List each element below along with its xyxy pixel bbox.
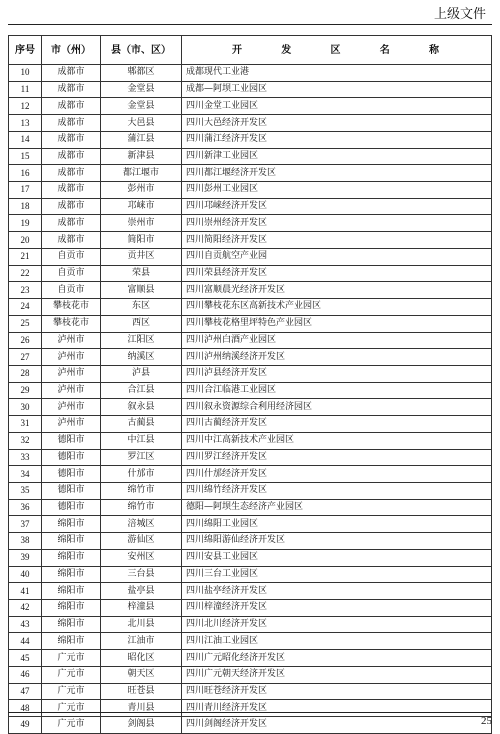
cell-zone-name: 四川青川经济开发区 bbox=[182, 700, 492, 717]
cell-no: 22 bbox=[9, 265, 42, 282]
cell-city: 泸州市 bbox=[42, 416, 101, 433]
header-name-char: 区 bbox=[330, 44, 341, 56]
table-row bbox=[9, 482, 492, 499]
cell-no: 35 bbox=[9, 482, 42, 499]
cell-no: 37 bbox=[9, 516, 42, 533]
cell-county: 中江县 bbox=[101, 432, 182, 449]
cell-city: 德阳市 bbox=[42, 466, 101, 483]
cell-county: 梓潼县 bbox=[101, 600, 182, 617]
cell-no: 32 bbox=[9, 432, 42, 449]
cell-county: 绵竹市 bbox=[101, 499, 182, 516]
cell-zone-name: 四川攀枝花东区高新技术产业园区 bbox=[182, 299, 492, 316]
cell-city: 绵阳市 bbox=[42, 583, 101, 600]
cell-zone-name: 成都现代工业港 bbox=[182, 65, 492, 82]
cell-zone-name: 四川罗江经济开发区 bbox=[182, 449, 492, 466]
cell-county: 金堂县 bbox=[101, 98, 182, 115]
cell-no: 29 bbox=[9, 382, 42, 399]
cell-city: 成都市 bbox=[42, 148, 101, 165]
cell-county: 都江堰市 bbox=[101, 165, 182, 182]
cell-no: 14 bbox=[9, 131, 42, 148]
cell-county: 三台县 bbox=[101, 566, 182, 583]
cell-city: 绵阳市 bbox=[42, 549, 101, 566]
cell-county: 古蔺县 bbox=[101, 416, 182, 433]
cell-no: 44 bbox=[9, 633, 42, 650]
cell-no: 48 bbox=[9, 700, 42, 717]
cell-no: 34 bbox=[9, 466, 42, 483]
dev-zone-table bbox=[8, 35, 492, 734]
cell-zone-name: 四川自贡航空产业园 bbox=[182, 248, 492, 265]
table-row bbox=[9, 282, 492, 299]
cell-county: 合江县 bbox=[101, 382, 182, 399]
table-row bbox=[9, 198, 492, 215]
cell-zone-name: 四川合江临港工业园区 bbox=[182, 382, 492, 399]
table-row bbox=[9, 566, 492, 583]
cell-city: 德阳市 bbox=[42, 499, 101, 516]
cell-no: 19 bbox=[9, 215, 42, 232]
cell-no: 17 bbox=[9, 182, 42, 199]
cell-no: 26 bbox=[9, 332, 42, 349]
cell-county: 西区 bbox=[101, 315, 182, 332]
cell-zone-name: 四川富顺晨光经济开发区 bbox=[182, 282, 492, 299]
cell-zone-name: 四川剑阁经济开发区 bbox=[182, 717, 492, 734]
table-row bbox=[9, 683, 492, 700]
table-row bbox=[9, 416, 492, 433]
cell-city: 自贡市 bbox=[42, 265, 101, 282]
cell-county: 旺苍县 bbox=[101, 683, 182, 700]
cell-zone-name: 四川泸州白酒产业园区 bbox=[182, 332, 492, 349]
cell-zone-name: 四川绵竹经济开发区 bbox=[182, 482, 492, 499]
table-row bbox=[9, 148, 492, 165]
table-row bbox=[9, 666, 492, 683]
cell-city: 绵阳市 bbox=[42, 600, 101, 617]
cell-city: 成都市 bbox=[42, 65, 101, 82]
cell-city: 绵阳市 bbox=[42, 566, 101, 583]
cell-county: 什邡市 bbox=[101, 466, 182, 483]
cell-city: 成都市 bbox=[42, 115, 101, 132]
table-row bbox=[9, 365, 492, 382]
cell-no: 49 bbox=[9, 717, 42, 734]
cell-city: 广元市 bbox=[42, 700, 101, 717]
cell-county: 大邑县 bbox=[101, 115, 182, 132]
cell-county: 泸县 bbox=[101, 365, 182, 382]
cell-city: 攀枝花市 bbox=[42, 299, 101, 316]
table-row bbox=[9, 432, 492, 449]
cell-no: 25 bbox=[9, 315, 42, 332]
cell-city: 泸州市 bbox=[42, 332, 101, 349]
table-row bbox=[9, 516, 492, 533]
footer-divider bbox=[8, 712, 492, 713]
cell-no: 42 bbox=[9, 600, 42, 617]
cell-no: 41 bbox=[9, 583, 42, 600]
table-row bbox=[9, 533, 492, 550]
cell-city: 广元市 bbox=[42, 717, 101, 734]
cell-zone-name: 四川大邑经济开发区 bbox=[182, 115, 492, 132]
header-name bbox=[182, 36, 492, 65]
header-title: 上级文件 bbox=[433, 7, 486, 22]
cell-zone-name: 四川古蔺经济开发区 bbox=[182, 416, 492, 433]
cell-zone-name: 四川什邡经济开发区 bbox=[182, 466, 492, 483]
table-row bbox=[9, 248, 492, 265]
cell-city: 绵阳市 bbox=[42, 633, 101, 650]
cell-no: 16 bbox=[9, 165, 42, 182]
cell-zone-name: 四川新津工业园区 bbox=[182, 148, 492, 165]
cell-no: 20 bbox=[9, 232, 42, 249]
cell-no: 43 bbox=[9, 616, 42, 633]
table-row bbox=[9, 466, 492, 483]
cell-zone-name: 四川泸州纳溪经济开发区 bbox=[182, 349, 492, 366]
cell-no: 31 bbox=[9, 416, 42, 433]
cell-zone-name: 四川绵阳游仙经济开发区 bbox=[182, 533, 492, 550]
table-row bbox=[9, 215, 492, 232]
cell-zone-name: 四川荣县经济开发区 bbox=[182, 265, 492, 282]
table-row bbox=[9, 583, 492, 600]
table-row bbox=[9, 165, 492, 182]
cell-zone-name: 四川泸县经济开发区 bbox=[182, 365, 492, 382]
cell-county: 荣县 bbox=[101, 265, 182, 282]
table-body bbox=[9, 65, 492, 734]
header-county: 县（市、区） bbox=[101, 36, 182, 65]
cell-zone-name: 四川中江高新技术产业园区 bbox=[182, 432, 492, 449]
cell-no: 21 bbox=[9, 248, 42, 265]
cell-zone-name: 四川彭州工业园区 bbox=[182, 182, 492, 199]
cell-no: 13 bbox=[9, 115, 42, 132]
cell-no: 36 bbox=[9, 499, 42, 516]
table-header-row bbox=[9, 36, 492, 65]
cell-county: 罗江区 bbox=[101, 449, 182, 466]
cell-zone-name: 四川北川经济开发区 bbox=[182, 616, 492, 633]
cell-no: 18 bbox=[9, 198, 42, 215]
header-name-spread bbox=[182, 43, 491, 58]
cell-city: 成都市 bbox=[42, 198, 101, 215]
cell-zone-name: 四川金堂工业园区 bbox=[182, 98, 492, 115]
cell-county: 彭州市 bbox=[101, 182, 182, 199]
cell-city: 泸州市 bbox=[42, 399, 101, 416]
table-row bbox=[9, 616, 492, 633]
cell-no: 23 bbox=[9, 282, 42, 299]
table-row bbox=[9, 265, 492, 282]
cell-zone-name: 德阳—阿坝生态经济产业园区 bbox=[182, 499, 492, 516]
cell-county: 叙永县 bbox=[101, 399, 182, 416]
header-divider bbox=[8, 24, 492, 25]
cell-county: 郫都区 bbox=[101, 65, 182, 82]
cell-city: 成都市 bbox=[42, 81, 101, 98]
cell-county: 昭化区 bbox=[101, 650, 182, 667]
cell-no: 10 bbox=[9, 65, 42, 82]
cell-no: 40 bbox=[9, 566, 42, 583]
cell-county: 北川县 bbox=[101, 616, 182, 633]
cell-zone-name: 四川攀枝花格里坪特色产业园区 bbox=[182, 315, 492, 332]
cell-county: 贡井区 bbox=[101, 248, 182, 265]
cell-county: 绵竹市 bbox=[101, 482, 182, 499]
table-row bbox=[9, 81, 492, 98]
table-row bbox=[9, 299, 492, 316]
cell-no: 27 bbox=[9, 349, 42, 366]
cell-zone-name: 四川都江堰经济开发区 bbox=[182, 165, 492, 182]
cell-city: 成都市 bbox=[42, 165, 101, 182]
table-row bbox=[9, 98, 492, 115]
cell-city: 自贡市 bbox=[42, 282, 101, 299]
cell-county: 剑阁县 bbox=[101, 717, 182, 734]
cell-zone-name: 四川旺苍经济开发区 bbox=[182, 683, 492, 700]
cell-zone-name: 四川邛崃经济开发区 bbox=[182, 198, 492, 215]
cell-county: 邛崃市 bbox=[101, 198, 182, 215]
cell-no: 33 bbox=[9, 449, 42, 466]
cell-city: 绵阳市 bbox=[42, 533, 101, 550]
table-row bbox=[9, 650, 492, 667]
cell-county: 江油市 bbox=[101, 633, 182, 650]
page-number: 25 bbox=[481, 715, 492, 727]
cell-county: 涪城区 bbox=[101, 516, 182, 533]
cell-no: 30 bbox=[9, 399, 42, 416]
cell-zone-name: 四川三台工业园区 bbox=[182, 566, 492, 583]
header-city: 市（州） bbox=[42, 36, 101, 65]
cell-county: 纳溪区 bbox=[101, 349, 182, 366]
cell-zone-name: 四川江油工业园区 bbox=[182, 633, 492, 650]
cell-zone-name: 四川梓潼经济开发区 bbox=[182, 600, 492, 617]
cell-zone-name: 成都—阿坝工业园区 bbox=[182, 81, 492, 98]
cell-city: 泸州市 bbox=[42, 365, 101, 382]
table-row bbox=[9, 131, 492, 148]
table-row bbox=[9, 449, 492, 466]
cell-city: 泸州市 bbox=[42, 382, 101, 399]
cell-no: 12 bbox=[9, 98, 42, 115]
cell-no: 47 bbox=[9, 683, 42, 700]
cell-zone-name: 四川盐亭经济开发区 bbox=[182, 583, 492, 600]
table-row bbox=[9, 717, 492, 734]
table-row bbox=[9, 332, 492, 349]
cell-zone-name: 四川叙永资源综合利用经济园区 bbox=[182, 399, 492, 416]
table-row bbox=[9, 115, 492, 132]
table-row bbox=[9, 232, 492, 249]
cell-county: 金堂县 bbox=[101, 81, 182, 98]
cell-county: 新津县 bbox=[101, 148, 182, 165]
table-row bbox=[9, 315, 492, 332]
cell-county: 简阳市 bbox=[101, 232, 182, 249]
cell-zone-name: 四川绵阳工业园区 bbox=[182, 516, 492, 533]
cell-zone-name: 四川简阳经济开发区 bbox=[182, 232, 492, 249]
cell-county: 朝天区 bbox=[101, 666, 182, 683]
header-name-char: 称 bbox=[429, 44, 439, 56]
header-name-char: 开 bbox=[232, 44, 242, 56]
cell-city: 成都市 bbox=[42, 131, 101, 148]
cell-city: 自贡市 bbox=[42, 248, 101, 265]
cell-zone-name: 四川广元昭化经济开发区 bbox=[182, 650, 492, 667]
cell-city: 成都市 bbox=[42, 215, 101, 232]
cell-city: 广元市 bbox=[42, 683, 101, 700]
cell-city: 德阳市 bbox=[42, 482, 101, 499]
cell-county: 崇州市 bbox=[101, 215, 182, 232]
cell-county: 盐亭县 bbox=[101, 583, 182, 600]
cell-city: 德阳市 bbox=[42, 432, 101, 449]
cell-zone-name: 四川广元朝天经济开发区 bbox=[182, 666, 492, 683]
cell-county: 游仙区 bbox=[101, 533, 182, 550]
header-name-char: 发 bbox=[281, 44, 292, 56]
cell-no: 39 bbox=[9, 549, 42, 566]
header-name-char: 名 bbox=[379, 44, 390, 56]
table-row bbox=[9, 65, 492, 82]
cell-county: 东区 bbox=[101, 299, 182, 316]
cell-no: 38 bbox=[9, 533, 42, 550]
cell-city: 成都市 bbox=[42, 232, 101, 249]
cell-zone-name: 四川安县工业园区 bbox=[182, 549, 492, 566]
cell-county: 青川县 bbox=[101, 700, 182, 717]
cell-city: 泸州市 bbox=[42, 349, 101, 366]
dev-zone-table-container bbox=[8, 35, 492, 734]
table-row bbox=[9, 349, 492, 366]
cell-no: 24 bbox=[9, 299, 42, 316]
cell-city: 成都市 bbox=[42, 182, 101, 199]
cell-county: 富顺县 bbox=[101, 282, 182, 299]
cell-city: 绵阳市 bbox=[42, 516, 101, 533]
cell-city: 广元市 bbox=[42, 650, 101, 667]
table-row bbox=[9, 700, 492, 717]
cell-zone-name: 四川崇州经济开发区 bbox=[182, 215, 492, 232]
cell-zone-name: 四川蒲江经济开发区 bbox=[182, 131, 492, 148]
cell-county: 江阳区 bbox=[101, 332, 182, 349]
table-row bbox=[9, 600, 492, 617]
cell-no: 46 bbox=[9, 666, 42, 683]
header-no: 序号 bbox=[9, 36, 42, 65]
table-row bbox=[9, 633, 492, 650]
cell-county: 安州区 bbox=[101, 549, 182, 566]
cell-no: 11 bbox=[9, 81, 42, 98]
cell-city: 广元市 bbox=[42, 666, 101, 683]
cell-city: 攀枝花市 bbox=[42, 315, 101, 332]
cell-no: 28 bbox=[9, 365, 42, 382]
table-row bbox=[9, 549, 492, 566]
cell-city: 德阳市 bbox=[42, 449, 101, 466]
table-row bbox=[9, 182, 492, 199]
cell-city: 成都市 bbox=[42, 98, 101, 115]
cell-county: 蒲江县 bbox=[101, 131, 182, 148]
table-row bbox=[9, 499, 492, 516]
cell-city: 绵阳市 bbox=[42, 616, 101, 633]
cell-no: 45 bbox=[9, 650, 42, 667]
table-row bbox=[9, 382, 492, 399]
cell-no: 15 bbox=[9, 148, 42, 165]
table-row bbox=[9, 399, 492, 416]
